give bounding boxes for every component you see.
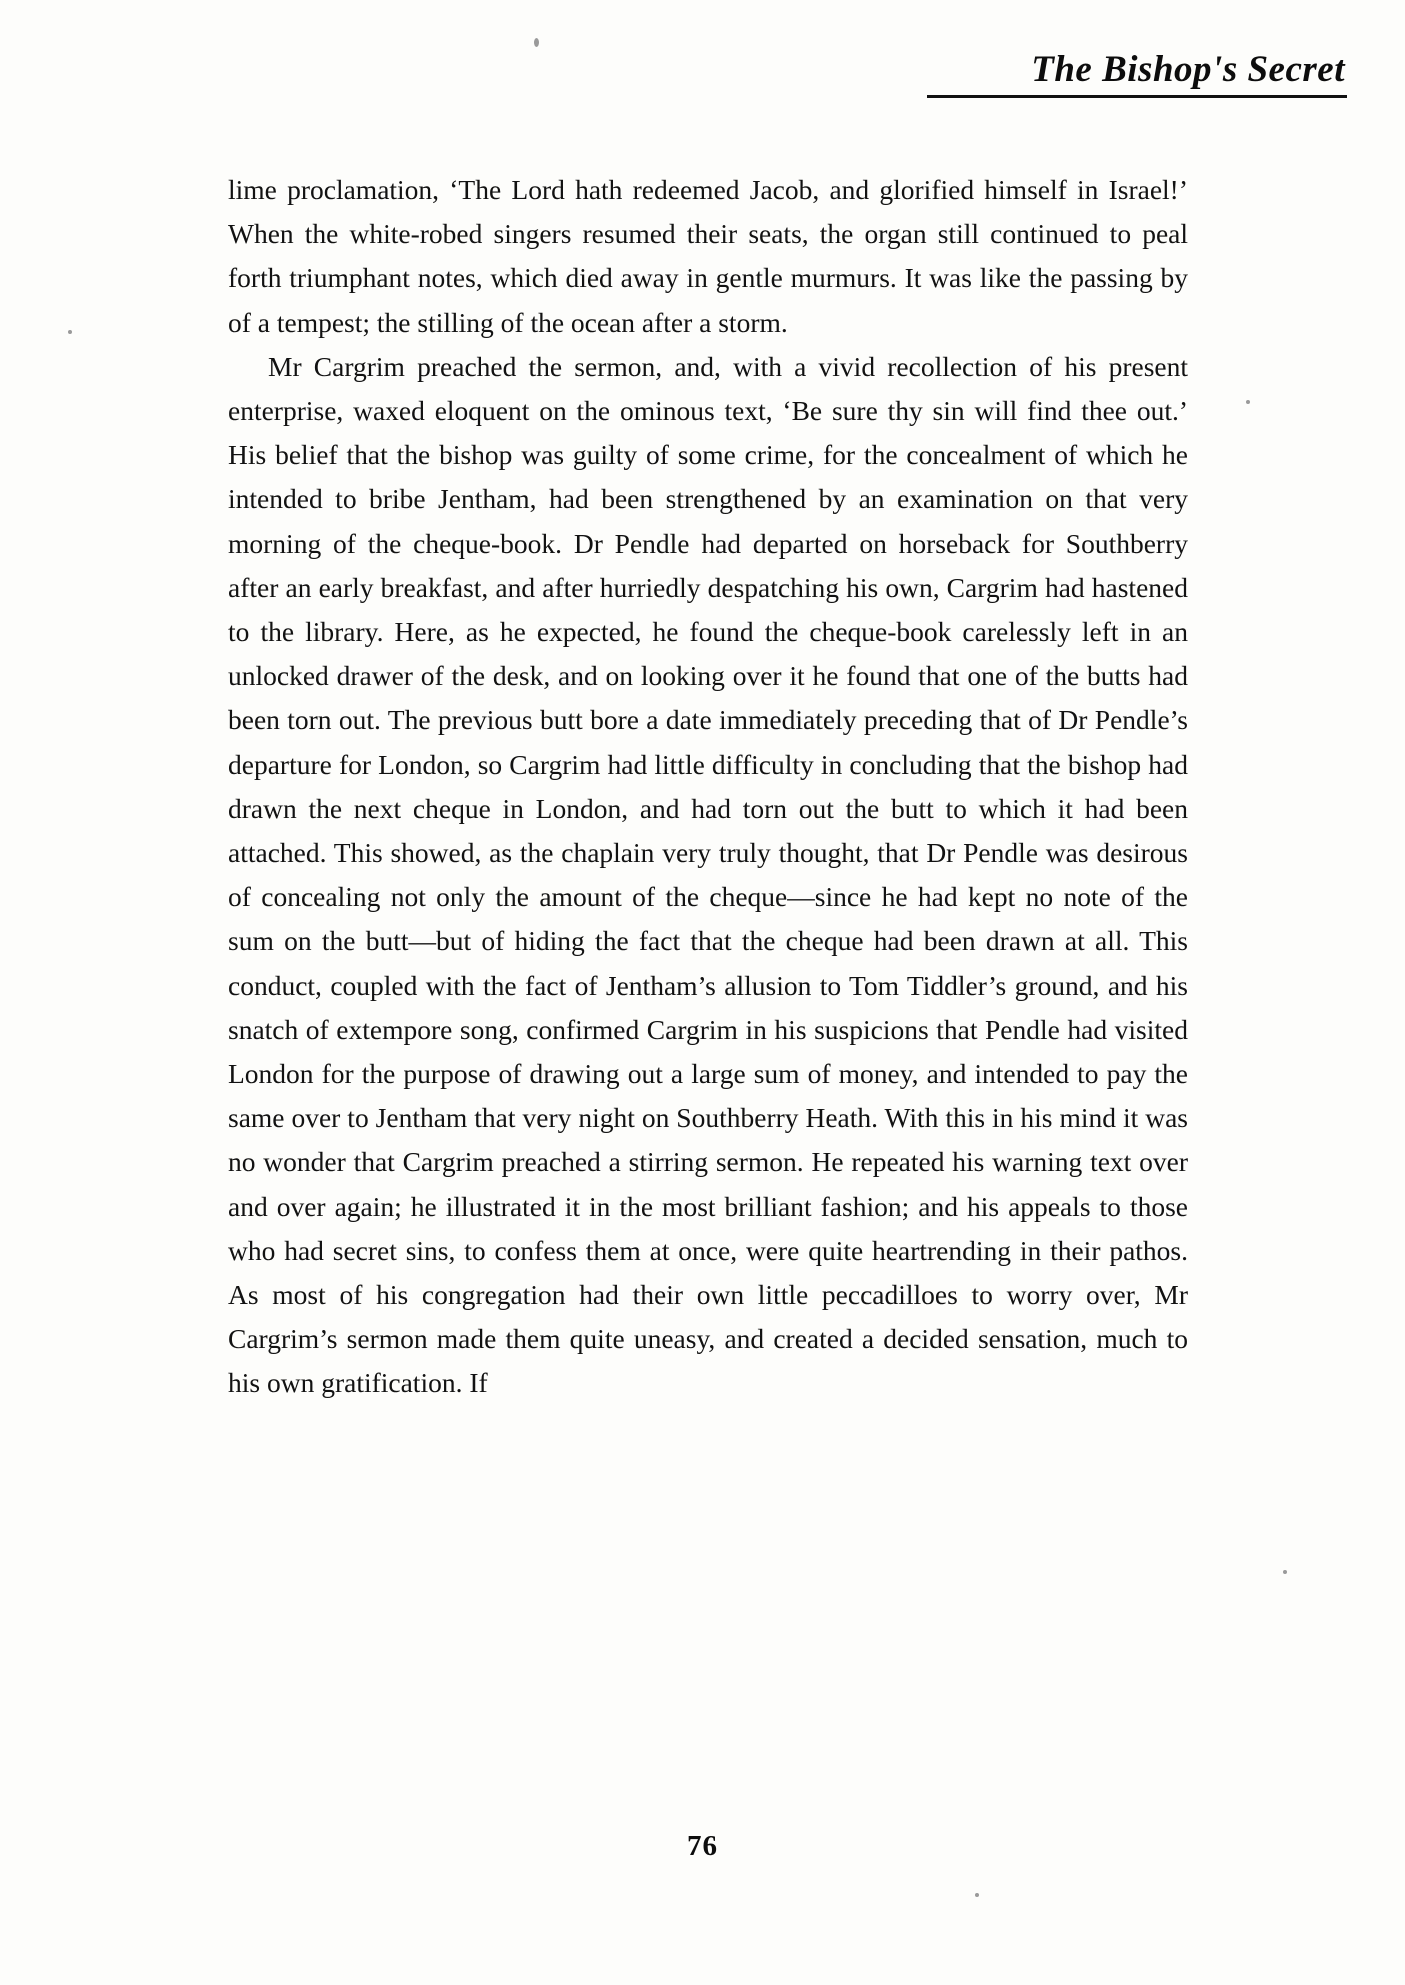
running-head	[707, 48, 1347, 98]
paragraph-1: lime proclamation, ‘The Lord hath redeemed Jacob, and glorified himself in Israel!’ When the white-robed singers resumed their seats, the organ still continued to peal forth triumphant notes, which died away in gentle murmurs. It was like the passing by of a tempest; the stilling of the ocean after a storm.	[228, 174, 1188, 338]
scan-speck	[975, 1893, 979, 1897]
body-text	[228, 168, 1188, 1406]
paragraph-2: Mr Cargrim preached the sermon, and, with a vivid recollection of his present enterprise, waxed eloquent on the ominous text, ‘Be sure thy sin will find thee out.’ His belief that the bishop was guilty of some crime, for the concealment of which he intended to bribe Jentham, had been strengthened by an examination on that very morning of the cheque-book. Dr Pendle had departed on horseback for Southberry after an early breakfast, and after hurriedly despatching his own, Cargrim had hastened to the library. Here, as he expected, he found the cheque-book carelessly left in an unlocked drawer of the desk, and on looking over it he found that one of the butts had been torn out. The previous butt bore a date immediately preceding that of Dr Pendle’s departure for London, so Cargrim had little difficulty in concluding that the bishop had drawn the next cheque in London, and had torn out the butt to which it had been attached. This showed, as the chaplain very truly thought, that Dr Pendle was desirous of concealing not only the amount of the cheque—since he had kept no note of the sum on the butt—but of hiding the fact that the cheque had been drawn at all. This conduct, coupled with the fact of Jentham’s allusion to Tom Tiddler’s ground, and his snatch of extempore song, confirmed Cargrim in his suspicions that Pendle had visited London for the purpose of drawing out a large sum of money, and intended to pay the same over to Jentham that very night on Southberry Heath. With this in his mind it was no wonder that Cargrim preached a stirring sermon. He repeated his warning text over and over again; he illustrated it in the most brilliant fashion; and his appeals to those who had secret sins, to confess them at once, were quite heartrending in their pathos. As most of his congregation had their own little peccadilloes to worry over, Mr Cargrim’s sermon made them quite uneasy, and created a decided sensation, much to his own gratification. If	[228, 350, 1188, 1399]
scan-speck	[534, 38, 539, 47]
scan-speck	[68, 330, 72, 334]
page-number: 76	[687, 1830, 718, 1862]
scan-speck	[1283, 1570, 1287, 1574]
running-head-title: The Bishop's Secret	[1031, 49, 1345, 90]
scan-speck	[1246, 400, 1250, 404]
